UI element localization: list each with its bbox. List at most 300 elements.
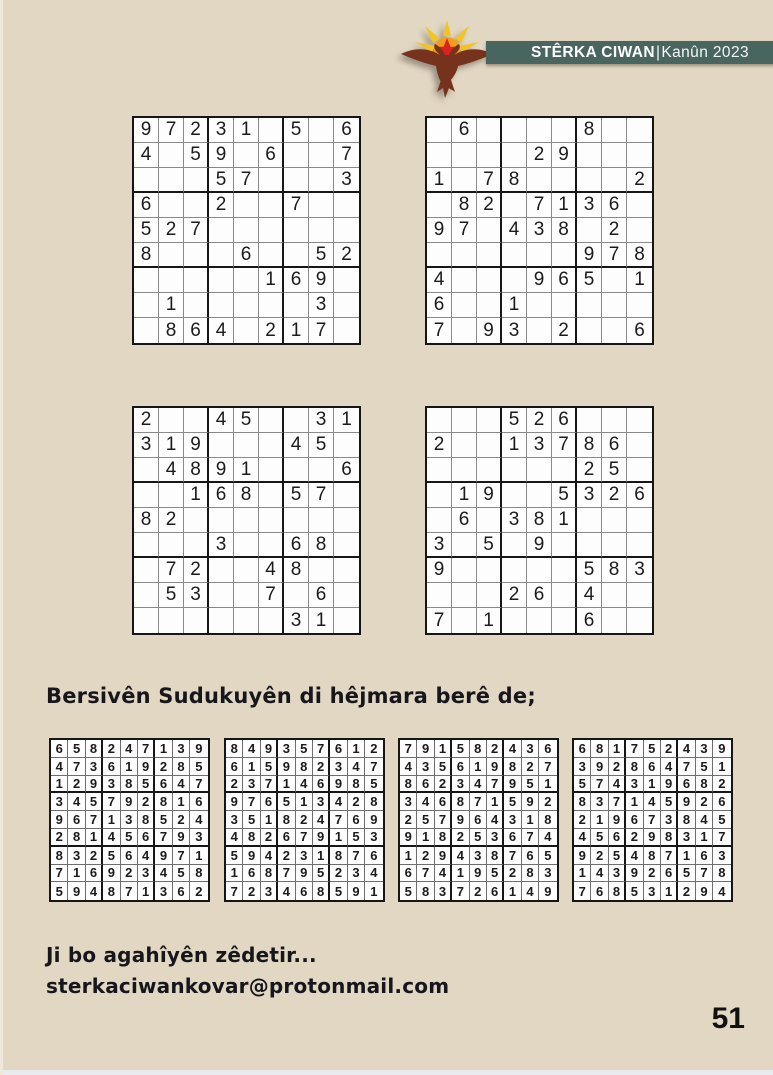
- sudoku-cell: 1: [574, 865, 591, 883]
- sudoku-cell: 9: [348, 882, 365, 900]
- sudoku-cell: 1: [103, 811, 120, 829]
- sudoku-cell: 8: [159, 318, 184, 343]
- sudoku-cell: 1: [400, 847, 417, 865]
- sudoku-cell: 1: [348, 740, 365, 758]
- sudoku-cell: 1: [365, 882, 382, 900]
- sudoku-cell: 2: [86, 847, 103, 865]
- sudoku-cell: 6: [103, 758, 120, 776]
- sudoku-cell: 5: [51, 882, 68, 900]
- sudoku-cell: [452, 583, 477, 608]
- sudoku-cell: 6: [539, 740, 556, 758]
- sudoku-cell: 4: [678, 740, 695, 758]
- sudoku-cell: [627, 143, 652, 168]
- sudoku-cell: 7: [309, 318, 334, 343]
- sudoku-cell: 8: [284, 558, 309, 583]
- sudoku-cell: 8: [644, 847, 661, 865]
- sudoku-cell: 4: [574, 829, 591, 847]
- sudoku-cell: [184, 508, 209, 533]
- sudoku-cell: 2: [159, 508, 184, 533]
- sudoku-cell: [627, 533, 652, 558]
- sudoku-cell: [184, 533, 209, 558]
- sudoku-cell: 3: [86, 758, 103, 776]
- sudoku-cell: [602, 293, 627, 318]
- sudoku-cell: 6: [184, 318, 209, 343]
- sudoku-cell: [334, 483, 359, 508]
- sudoku-cell: 8: [234, 483, 259, 508]
- sudoku-cell: 2: [103, 740, 120, 758]
- sudoku-cell: 5: [68, 740, 85, 758]
- sudoku-cell: 1: [138, 882, 155, 900]
- sudoku-cell: [159, 243, 184, 268]
- sudoku-cell: 4: [417, 793, 434, 811]
- sudoku-cell: [502, 483, 527, 508]
- sudoku-cell: [234, 508, 259, 533]
- sudoku-cell: 1: [226, 865, 243, 883]
- sudoku-cell: 1: [417, 829, 434, 847]
- sudoku-cell: 2: [626, 829, 643, 847]
- sudoku-cell: 3: [591, 793, 608, 811]
- sudoku-cell: 1: [259, 268, 284, 293]
- sudoku-cell: [502, 118, 527, 143]
- sudoku-cell: [134, 558, 159, 583]
- sudoku-cell: 8: [678, 811, 695, 829]
- sudoku-cell: 6: [627, 483, 652, 508]
- sudoku-cell: [627, 433, 652, 458]
- sudoku-cell: 8: [661, 829, 678, 847]
- sudoku-cell: [159, 168, 184, 193]
- sudoku-cell: [234, 218, 259, 243]
- sudoku-cell: 5: [184, 143, 209, 168]
- sudoku-cell: 5: [155, 811, 172, 829]
- sudoku-cell: 7: [309, 483, 334, 508]
- sudoku-cell: 2: [68, 776, 85, 794]
- sudoku-cell: [134, 318, 159, 343]
- sudoku-cell: 2: [365, 740, 382, 758]
- sudoku-cell: 2: [713, 776, 730, 794]
- sudoku-cell: 2: [348, 793, 365, 811]
- sudoku-cell: 6: [259, 143, 284, 168]
- sudoku-cell: [627, 293, 652, 318]
- sudoku-cell: [477, 508, 502, 533]
- sudoku-cell: 6: [86, 865, 103, 883]
- sudoku-cell: 7: [313, 740, 330, 758]
- sudoku-cell: [309, 118, 334, 143]
- sudoku-cell: 7: [626, 740, 643, 758]
- sudoku-cell: 6: [435, 793, 452, 811]
- sudoku-cell: 8: [261, 865, 278, 883]
- sudoku-cell: [477, 143, 502, 168]
- sudoku-solution-3: [398, 738, 559, 902]
- sudoku-cell: 7: [609, 793, 626, 811]
- sudoku-cell: [477, 118, 502, 143]
- sudoku-cell: 6: [504, 829, 521, 847]
- sudoku-cell: [552, 583, 577, 608]
- sudoku-cell: 7: [173, 847, 190, 865]
- sudoku-cell: 4: [155, 865, 172, 883]
- sudoku-cell: 6: [427, 293, 452, 318]
- sudoku-cell: [209, 218, 234, 243]
- sudoku-cell: [184, 293, 209, 318]
- sudoku-cell: 8: [184, 458, 209, 483]
- sudoku-cell: 8: [609, 882, 626, 900]
- sudoku-cell: [309, 458, 334, 483]
- sudoku-cell: 7: [155, 829, 172, 847]
- sudoku-cell: 1: [452, 865, 469, 883]
- sudoku-cell: [552, 558, 577, 583]
- sudoku-cell: 3: [243, 776, 260, 794]
- sudoku-cell: 9: [51, 811, 68, 829]
- sudoku-cell: [134, 608, 159, 633]
- sudoku-cell: 5: [577, 558, 602, 583]
- sudoku-cell: [477, 433, 502, 458]
- sudoku-cell: [209, 433, 234, 458]
- sudoku-cell: 4: [296, 776, 313, 794]
- sudoku-cell: 3: [190, 829, 207, 847]
- sudoku-cell: 4: [121, 740, 138, 758]
- sudoku-cell: [259, 458, 284, 483]
- sudoku-cell: [209, 268, 234, 293]
- sudoku-cell: [477, 268, 502, 293]
- sudoku-cell: [602, 118, 627, 143]
- sudoku-cell: [234, 608, 259, 633]
- sudoku-cell: 6: [470, 811, 487, 829]
- sudoku-cell: 8: [365, 793, 382, 811]
- sudoku-cell: [477, 583, 502, 608]
- sudoku-cell: 9: [504, 776, 521, 794]
- sudoku-cell: [527, 118, 552, 143]
- sudoku-cell: 7: [261, 776, 278, 794]
- sudoku-cell: 2: [427, 433, 452, 458]
- sudoku-cell: 1: [522, 811, 539, 829]
- sudoku-cell: [259, 293, 284, 318]
- sudoku-cell: [452, 558, 477, 583]
- sudoku-puzzle-4: [425, 406, 654, 635]
- sudoku-cell: 4: [470, 776, 487, 794]
- sudoku-cell: 3: [644, 882, 661, 900]
- sudoku-cell: [627, 118, 652, 143]
- sudoku-cell: 3: [487, 829, 504, 847]
- sudoku-cell: 3: [435, 882, 452, 900]
- sudoku-cell: 7: [452, 882, 469, 900]
- sudoku-cell: 7: [330, 811, 347, 829]
- sudoku-cell: 1: [591, 811, 608, 829]
- sudoku-cell: [552, 118, 577, 143]
- sudoku-cell: 3: [309, 408, 334, 433]
- sudoku-cell: 8: [121, 776, 138, 794]
- sudoku-cell: 8: [552, 218, 577, 243]
- sudoku-cell: 3: [296, 847, 313, 865]
- sudoku-cell: 4: [644, 793, 661, 811]
- sudoku-cell: 7: [159, 118, 184, 143]
- sudoku-cell: 4: [502, 218, 527, 243]
- sudoku-cell: 3: [68, 847, 85, 865]
- sudoku-cell: 6: [678, 776, 695, 794]
- sudoku-cell: [502, 458, 527, 483]
- sudoku-cell: 2: [159, 218, 184, 243]
- sudoku-cell: [502, 243, 527, 268]
- sudoku-cell: 2: [504, 865, 521, 883]
- sudoku-cell: 4: [427, 268, 452, 293]
- sudoku-cell: 5: [435, 758, 452, 776]
- sudoku-cell: 5: [574, 776, 591, 794]
- sudoku-cell: 8: [190, 865, 207, 883]
- sudoku-cell: 5: [626, 882, 643, 900]
- sudoku-cell: 8: [309, 533, 334, 558]
- sudoku-cell: 5: [278, 793, 295, 811]
- sudoku-cell: 5: [209, 168, 234, 193]
- sudoku-cell: 9: [330, 776, 347, 794]
- sudoku-cell: [309, 143, 334, 168]
- sudoku-cell: 2: [334, 243, 359, 268]
- sudoku-cell: [234, 558, 259, 583]
- sudoku-cell: [452, 433, 477, 458]
- sudoku-cell: 8: [591, 740, 608, 758]
- sudoku-cell: [334, 608, 359, 633]
- sudoku-cell: 2: [487, 740, 504, 758]
- sudoku-cell: 3: [577, 193, 602, 218]
- sudoku-cell: 2: [591, 847, 608, 865]
- sudoku-cell: 1: [552, 508, 577, 533]
- sudoku-cell: 1: [296, 793, 313, 811]
- contact-note: [46, 940, 449, 1002]
- sudoku-cell: 3: [138, 865, 155, 883]
- sudoku-cell: 3: [348, 865, 365, 883]
- sudoku-cell: 3: [504, 811, 521, 829]
- sudoku-cell: [284, 243, 309, 268]
- sudoku-cell: 9: [678, 793, 695, 811]
- sudoku-cell: 5: [330, 882, 347, 900]
- sudoku-cell: 4: [103, 829, 120, 847]
- sudoku-cell: 5: [121, 829, 138, 847]
- sudoku-cell: 6: [602, 433, 627, 458]
- sudoku-cell: 3: [209, 533, 234, 558]
- sudoku-cell: 9: [435, 847, 452, 865]
- sudoku-cell: 8: [527, 508, 552, 533]
- sudoku-cell: 6: [121, 847, 138, 865]
- sudoku-cell: 9: [713, 740, 730, 758]
- magazine-title: STÊRKA CIWAN: [531, 43, 655, 61]
- sudoku-cell: 4: [173, 776, 190, 794]
- sudoku-cell: 6: [138, 829, 155, 847]
- sudoku-cell: [477, 293, 502, 318]
- sudoku-cell: 6: [334, 118, 359, 143]
- sudoku-cell: [477, 243, 502, 268]
- sudoku-cell: [427, 508, 452, 533]
- sudoku-cell: [577, 293, 602, 318]
- sudoku-cell: [602, 408, 627, 433]
- sudoku-cell: [234, 143, 259, 168]
- sudoku-cell: 6: [334, 458, 359, 483]
- sudoku-cell: 5: [309, 243, 334, 268]
- sudoku-cell: 3: [278, 740, 295, 758]
- sudoku-cell: 6: [696, 847, 713, 865]
- sudoku-cell: 2: [661, 740, 678, 758]
- sudoku-cell: 6: [190, 793, 207, 811]
- sudoku-cell: 2: [527, 143, 552, 168]
- sudoku-cell: 1: [452, 483, 477, 508]
- sudoku-cell: 2: [602, 483, 627, 508]
- sudoku-cell: 2: [184, 558, 209, 583]
- sudoku-cell: 8: [713, 865, 730, 883]
- sudoku-cell: 9: [309, 268, 334, 293]
- sudoku-cell: 9: [539, 882, 556, 900]
- sudoku-cell: 2: [173, 811, 190, 829]
- sudoku-cell: 6: [527, 583, 552, 608]
- sudoku-cell: 4: [68, 793, 85, 811]
- sudoku-cell: 2: [609, 758, 626, 776]
- sudoku-cell: 6: [626, 811, 643, 829]
- sudoku-cell: 3: [121, 811, 138, 829]
- sudoku-cell: [602, 143, 627, 168]
- sudoku-cell: 4: [313, 811, 330, 829]
- sudoku-cell: [334, 193, 359, 218]
- sudoku-cell: [284, 458, 309, 483]
- sudoku-puzzle-2: [425, 116, 654, 345]
- sudoku-cell: 3: [330, 758, 347, 776]
- sudoku-cell: [452, 408, 477, 433]
- sudoku-cell: 2: [452, 829, 469, 847]
- sudoku-cell: [577, 533, 602, 558]
- sudoku-cell: [334, 268, 359, 293]
- sudoku-cell: 7: [591, 776, 608, 794]
- sudoku-cell: 8: [51, 847, 68, 865]
- sudoku-cell: 1: [261, 811, 278, 829]
- sudoku-cell: 9: [134, 118, 159, 143]
- sudoku-cell: 8: [134, 243, 159, 268]
- sudoku-cell: [602, 533, 627, 558]
- sudoku-cell: 2: [552, 318, 577, 343]
- sudoku-cell: 8: [577, 433, 602, 458]
- sudoku-cell: 9: [417, 740, 434, 758]
- sudoku-cell: 3: [522, 740, 539, 758]
- sudoku-cell: [209, 508, 234, 533]
- sudoku-cell: 4: [51, 758, 68, 776]
- sudoku-solution-2: [224, 738, 385, 902]
- sudoku-cell: [502, 268, 527, 293]
- sudoku-cell: 8: [452, 793, 469, 811]
- sudoku-cell: [259, 408, 284, 433]
- sudoku-cell: [159, 143, 184, 168]
- sudoku-cell: 4: [696, 811, 713, 829]
- sudoku-cell: 4: [278, 882, 295, 900]
- sudoku-cell: 6: [713, 793, 730, 811]
- sudoku-cell: 9: [155, 847, 172, 865]
- sudoku-cell: 4: [609, 776, 626, 794]
- sudoku-cell: 7: [427, 608, 452, 633]
- sudoku-cell: 3: [574, 758, 591, 776]
- sudoku-cell: 5: [504, 793, 521, 811]
- sudoku-cell: 7: [121, 882, 138, 900]
- sudoku-cell: 3: [502, 508, 527, 533]
- sudoku-cell: 4: [226, 829, 243, 847]
- sudoku-cell: 9: [296, 865, 313, 883]
- sudoku-cell: [427, 583, 452, 608]
- sudoku-cell: [259, 193, 284, 218]
- sudoku-cell: 6: [173, 882, 190, 900]
- sudoku-cell: [159, 483, 184, 508]
- sudoku-cell: 1: [173, 793, 190, 811]
- sudoku-cell: 2: [417, 847, 434, 865]
- sudoku-cell: [527, 293, 552, 318]
- sudoku-cell: [334, 433, 359, 458]
- sudoku-cell: 6: [68, 811, 85, 829]
- sudoku-cell: 2: [226, 776, 243, 794]
- sudoku-cell: [427, 408, 452, 433]
- sudoku-cell: 6: [644, 758, 661, 776]
- sudoku-cell: 9: [574, 847, 591, 865]
- sudoku-cell: 1: [68, 865, 85, 883]
- sudoku-cell: [259, 243, 284, 268]
- sudoku-cell: 9: [477, 318, 502, 343]
- sudoku-cell: 4: [435, 865, 452, 883]
- sudoku-cell: 7: [226, 882, 243, 900]
- sudoku-cell: [334, 558, 359, 583]
- sudoku-cell: 3: [696, 740, 713, 758]
- sudoku-cell: 5: [400, 882, 417, 900]
- sudoku-cell: 7: [348, 847, 365, 865]
- sudoku-cell: 5: [609, 847, 626, 865]
- sudoku-cell: 8: [226, 740, 243, 758]
- sudoku-cell: [577, 408, 602, 433]
- sudoku-cell: 7: [334, 143, 359, 168]
- sudoku-cell: 5: [477, 533, 502, 558]
- sudoku-cell: 4: [138, 847, 155, 865]
- sudoku-cell: 2: [313, 758, 330, 776]
- sudoku-cell: 3: [400, 793, 417, 811]
- sudoku-cell: [577, 143, 602, 168]
- sudoku-cell: 5: [502, 408, 527, 433]
- sudoku-cell: [134, 458, 159, 483]
- sudoku-cell: 6: [284, 533, 309, 558]
- sudoku-cell: [577, 508, 602, 533]
- sudoku-cell: 9: [527, 533, 552, 558]
- sudoku-cell: 7: [477, 168, 502, 193]
- sudoku-cell: 3: [527, 433, 552, 458]
- sudoku-cell: 4: [400, 758, 417, 776]
- sudoku-cell: 7: [365, 758, 382, 776]
- sudoku-cell: 1: [504, 882, 521, 900]
- sudoku-cell: [452, 243, 477, 268]
- sudoku-cell: 8: [330, 847, 347, 865]
- sudoku-cell: [234, 583, 259, 608]
- sudoku-cell: 6: [209, 483, 234, 508]
- sudoku-cell: [527, 318, 552, 343]
- sudoku-cell: 9: [452, 811, 469, 829]
- sudoku-cell: [577, 218, 602, 243]
- sudoku-cell: 3: [452, 776, 469, 794]
- sudoku-cell: 6: [400, 865, 417, 883]
- sudoku-cell: 2: [602, 218, 627, 243]
- sudoku-cell: 5: [417, 811, 434, 829]
- sudoku-cell: [602, 608, 627, 633]
- sudoku-cell: 8: [243, 829, 260, 847]
- sudoku-cell: [527, 558, 552, 583]
- sudoku-cell: [259, 118, 284, 143]
- sudoku-cell: [627, 193, 652, 218]
- sudoku-cell: 9: [522, 793, 539, 811]
- sudoku-cell: [134, 168, 159, 193]
- sudoku-cell: [334, 293, 359, 318]
- sudoku-cell: [452, 318, 477, 343]
- sudoku-cell: 7: [574, 882, 591, 900]
- sudoku-cell: 4: [259, 558, 284, 583]
- sudoku-cell: 8: [417, 882, 434, 900]
- sudoku-cell: 8: [138, 811, 155, 829]
- sudoku-cell: 5: [226, 847, 243, 865]
- sudoku-cell: [234, 293, 259, 318]
- sudoku-cell: 7: [696, 865, 713, 883]
- sudoku-cell: 1: [51, 776, 68, 794]
